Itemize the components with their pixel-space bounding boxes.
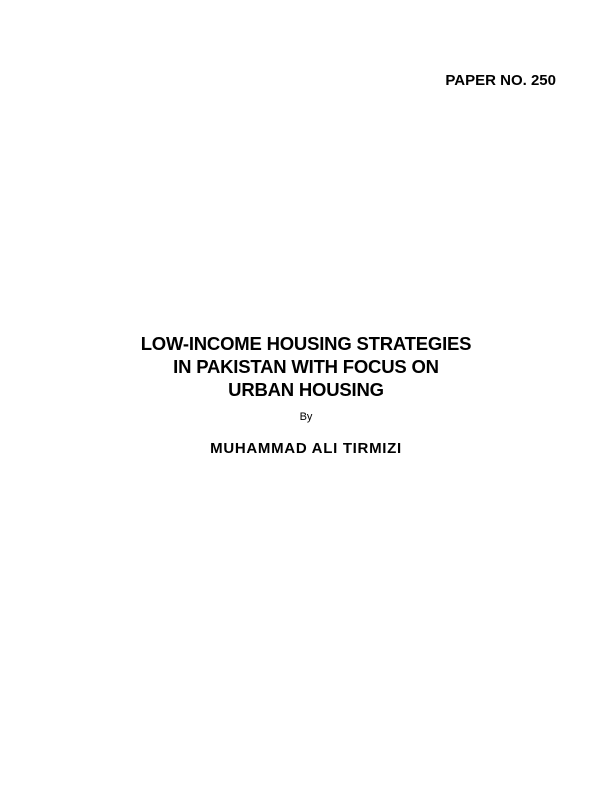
title-line: LOW-INCOME HOUSING STRATEGIES — [140, 333, 472, 354]
title-line: URBAN HOUSING — [228, 379, 384, 400]
byline: By — [299, 411, 313, 423]
author-name: MUHAMMAD ALI TIRMIZI — [210, 440, 402, 457]
paper-title — [0, 332, 612, 401]
paper-number: PAPER NO. 250 — [445, 72, 556, 89]
title-line: IN PAKISTAN WITH FOCUS ON — [173, 356, 439, 377]
